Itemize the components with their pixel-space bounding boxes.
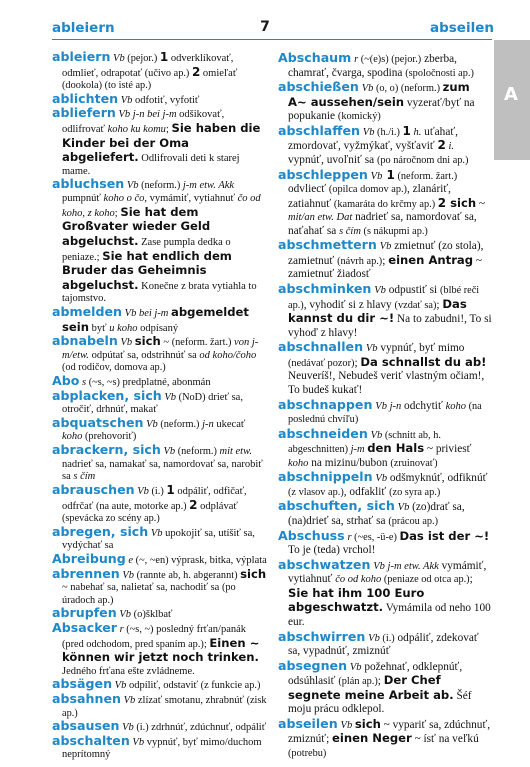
entry-segment: s <box>82 377 87 389</box>
dictionary-entry <box>52 481 268 526</box>
entry-segment: Sie hat ihm 100 Euro abgeschwatzt. <box>288 585 425 615</box>
entry-segment: (s nákupmi ap.) <box>360 225 428 237</box>
entry-segment: Vb <box>122 569 135 581</box>
dictionary-entry <box>278 80 492 124</box>
entry-segment: ~ ísť na veľkú <box>411 733 479 746</box>
entry-segment: (spevácka zo scény ap.) <box>62 513 160 525</box>
entry-segment: 2 <box>437 195 447 210</box>
entry-headword: abregen, sich <box>52 523 149 539</box>
entry-segment: Vb <box>361 83 374 95</box>
running-head-left: ableiern <box>52 20 115 36</box>
entry-segment: odfotiť, vyfotiť <box>132 94 200 106</box>
entry-segment: uťahať, zmordovať, vyžmýkať, vyšťaviť <box>288 125 458 153</box>
entry-headword: abrauschen <box>52 481 135 497</box>
entry-segment: Sie hat dem Großvater wieder Geld abgeluchst. <box>62 204 211 248</box>
entry-segment: ; <box>354 356 361 369</box>
entry-headword: ablichten <box>52 90 119 106</box>
entry-segment: abgemeldet sein <box>62 304 249 334</box>
entry-segment: Vb j-m etw. Akk <box>373 560 439 572</box>
dictionary-entry <box>278 124 492 168</box>
entry-segment: 1 <box>402 123 411 138</box>
dictionary-entry <box>278 398 492 427</box>
dictionary-entry <box>278 238 492 282</box>
entry-segment: na mizinu/bubon <box>308 456 391 469</box>
entry-headword: abschnippeln <box>278 469 373 485</box>
entry-segment: Das ist der ~! <box>399 528 490 543</box>
entry-segment: odšikovať, odlifrovať <box>62 109 225 136</box>
entry-segment: Vb <box>374 285 386 296</box>
entry-segment: Einen ~ können wir jetzt noch trinken. <box>62 635 260 665</box>
entry-segment: ukecať <box>213 418 246 430</box>
entry-segment: byť <box>89 322 110 334</box>
entry-segment: (z vlasov ap.) <box>288 486 344 498</box>
page-number: 7 <box>260 19 270 35</box>
entry-segment: (zo)drať sa, (na)drieť sa, strhať sa <box>288 501 465 527</box>
entry-segment: (zruinovať) <box>390 457 438 469</box>
entry-segment: vypnúť, byť mimo/duchom neprítomný <box>62 736 262 761</box>
entry-segment: Vb <box>146 418 158 430</box>
entry-headword: abrackern, sich <box>52 442 161 458</box>
entry-segment: 2 <box>189 497 198 512</box>
entry-headword: abrennen <box>52 565 120 581</box>
entry-headword: abnabeln <box>52 333 118 349</box>
entry-segment: vyzerať/byť na popukanie <box>288 96 475 123</box>
entry-segment: (plán ap.) <box>338 676 378 688</box>
dictionary-entry <box>52 523 268 553</box>
entry-segment: s čím <box>73 471 96 483</box>
entry-segment: (pejor.) <box>124 53 160 64</box>
entry-segment: Vb <box>113 53 125 64</box>
dictionary-entry <box>278 470 492 499</box>
entry-segment: (NoD) <box>176 391 206 403</box>
entry-segment: j-n <box>202 418 214 430</box>
entry-headword: Abschuss <box>278 527 345 543</box>
entry-segment: Vb <box>379 241 392 253</box>
entry-segment: odšmyknúť, odfiknúť <box>387 472 488 485</box>
entry-segment: Vb j-n bei j-m <box>118 109 177 121</box>
entry-segment: Vymámila od neho 100 eur. <box>288 602 491 628</box>
entry-headword: abschleppen <box>278 166 368 182</box>
dictionary-entry <box>278 427 492 471</box>
entry-segment: ~ vypariť sa, zdúchnuť, zmiznúť; <box>288 718 491 746</box>
entry-headword: abrupfen <box>52 605 117 621</box>
entry-segment: s čím <box>339 225 361 237</box>
dictionary-entry <box>52 619 268 678</box>
entry-segment: (učivo ap.) <box>144 67 192 79</box>
entry-headword: abliefern <box>52 105 116 121</box>
entry-segment: ~ <box>476 197 486 210</box>
entry-segment: zdrhnúť, zdúchnuť, odpáliť <box>148 722 267 734</box>
entry-segment: Vb <box>123 695 136 707</box>
entry-headword: abschießen <box>278 79 359 95</box>
left-column <box>52 51 268 762</box>
entry-headword: abmelden <box>52 303 123 319</box>
entry-segment: , zlanáriť, zatiahnuť <box>288 183 451 210</box>
entry-segment: (neform. žart.) <box>394 170 458 182</box>
entry-segment: vypnúť, byť mimo <box>377 342 465 355</box>
entry-headword: abquatschen <box>52 414 144 430</box>
entry-segment: r <box>354 54 359 65</box>
dictionary-entry <box>278 659 492 717</box>
entry-segment: Vb <box>362 126 375 138</box>
entry-segment: (dookola) (to isté ap.) <box>62 80 152 92</box>
entry-segment: (neform. žart.) <box>171 337 235 349</box>
entry-segment: Da schnallst du ab! <box>360 354 487 369</box>
entry-segment: Vb <box>368 632 380 644</box>
entry-segment: zmietnuť (zo stola), zamietnuť <box>288 240 484 267</box>
entry-segment: mit etw. <box>219 446 252 458</box>
entry-segment: sich <box>240 566 267 581</box>
entry-segment: (h./i.) <box>374 126 403 138</box>
entry-segment: r <box>119 623 124 635</box>
entry-headword: abschnallen <box>278 339 364 355</box>
entry-segment: koho <box>62 431 83 443</box>
entry-segment: ~ <box>160 337 172 349</box>
entry-segment: drieť sa, otročiť, drhnúť, makať <box>62 391 243 416</box>
entry-segment: (vzdať sa) <box>394 299 437 311</box>
entry-segment: odpáliť, zdekovať sa, vypadnúť, zmiznúť <box>288 631 479 658</box>
entry-segment: 1 <box>382 167 395 182</box>
entry-segment: (na aute, motorke ap.) <box>95 500 190 512</box>
entry-segment: Na to zabudni!, To si vyhoď z hlavy! <box>288 313 492 339</box>
entry-segment: i. <box>445 141 455 153</box>
entry-segment: einen Neger <box>332 731 412 746</box>
entry-segment: (neform.) <box>138 180 183 192</box>
entry-segment: výprask, bitka, výplata <box>168 554 267 566</box>
entry-headword: abschwirren <box>278 628 366 644</box>
entry-segment: Vb <box>120 94 133 106</box>
entry-segment: (peniaze od otca ap.) <box>381 574 470 586</box>
entry-segment: ; <box>382 254 389 267</box>
entry-segment: (~(e)s) (pejor.) <box>358 54 422 65</box>
entry-segment: Vb j-n <box>375 400 402 412</box>
entry-segment: Zase pumpla dedka o peniaze.; <box>62 236 231 263</box>
entry-segment: mit/an etw. Dat <box>288 212 353 224</box>
entry-segment: den Hals <box>367 441 425 456</box>
entry-segment: , odfakliť <box>343 485 390 498</box>
entry-segment: čo od koho <box>335 574 382 586</box>
entry-segment: (i.) <box>133 722 149 734</box>
entry-segment: , vyhodiť si z hlavy <box>303 298 395 311</box>
dictionary-entry <box>278 340 492 397</box>
entry-segment: Vb <box>150 527 163 539</box>
entry-segment: ; <box>203 638 210 650</box>
entry-segment: sich <box>354 716 381 731</box>
entry-segment: odpustiť si <box>385 284 440 296</box>
entry-segment: (~s, ~s) <box>86 377 120 389</box>
dictionary-entry <box>52 732 268 762</box>
entry-segment: sich <box>446 195 477 210</box>
entry-segment: vymámiť, vytiahnuť <box>288 559 487 586</box>
entry-segment: pumpnúť <box>62 193 104 205</box>
entry-segment: požehnať, odklepnúť, odsúhlasiť <box>288 660 463 688</box>
entry-headword: absegnen <box>278 657 348 673</box>
dictionary-entry <box>278 558 492 630</box>
entry-segment: (~, ~en) <box>133 554 169 566</box>
dictionary-entry <box>278 168 492 239</box>
entry-segment: einen Antrag <box>388 252 474 267</box>
entry-segment: (i.) <box>148 485 167 497</box>
entry-segment: 1 <box>166 482 175 497</box>
entry-segment: koho ku komu <box>107 124 166 136</box>
dictionary-entry <box>52 335 268 375</box>
entry-segment: (prácou ap.) <box>388 516 439 527</box>
entry-segment: odchytiť <box>401 399 446 412</box>
dictionary-entry <box>278 499 492 528</box>
entry-segment: Šéf moju prácu odklepol. <box>288 689 472 716</box>
entry-headword: abseilen <box>278 715 338 731</box>
entry-segment: (po náročnom dni ap.) <box>376 154 469 166</box>
entry-segment: od koho/čoho <box>199 349 257 361</box>
entry-segment: (i.) <box>379 632 395 644</box>
entry-segment: ~ priviesť <box>424 443 472 456</box>
entry-segment: To je (teda) vrchol! <box>288 544 376 557</box>
thumb-index-tab[interactable] <box>494 40 530 160</box>
entry-segment: u koho <box>109 322 138 334</box>
entry-segment: j-m <box>350 444 368 456</box>
dictionary-entry <box>52 178 268 305</box>
entry-segment: (na poslednú chvíľu) <box>288 400 482 426</box>
entry-segment: (opilca domov ap.) <box>328 184 407 196</box>
entry-segment: Vb <box>340 719 355 731</box>
entry-segment: (o, o) (neform.) <box>373 83 443 95</box>
dictionary-entry <box>52 107 268 178</box>
entry-segment: nadrieť sa, namakať sa, namordovať sa, narobiť sa <box>62 458 263 483</box>
entry-segment: ; <box>114 207 121 219</box>
entry-headword: absausen <box>52 718 120 734</box>
entry-segment: čo od koho, z koho <box>62 193 261 219</box>
entry-segment: zberba, chamrať, čvarga, spodina <box>288 53 457 79</box>
entry-segment: odplávať <box>197 500 238 512</box>
entry-segment: (po úradoch ap.) <box>62 582 236 606</box>
page-header <box>0 0 530 44</box>
entry-segment: (potrebu) <box>288 748 327 759</box>
dictionary-entry <box>278 51 492 80</box>
entry-segment: Vb <box>126 180 139 192</box>
entry-segment: Vb <box>397 502 410 514</box>
entry-segment: Vb bei j-m <box>124 307 172 319</box>
entry-segment: (rannte ab, h. abgerannt) <box>134 569 241 581</box>
entry-segment: (pred odchodom, pred spaním ap.) <box>62 638 204 650</box>
entry-segment: ; <box>436 298 443 311</box>
dictionary-entry <box>278 282 492 340</box>
entry-segment: (prehovoriť) <box>82 431 137 443</box>
entry-headword: abschuften, sich <box>278 498 395 514</box>
entry-segment: sich <box>134 334 161 349</box>
entry-segment: r <box>347 531 352 543</box>
entry-segment: Vb <box>365 343 378 355</box>
entry-segment: j-m etw. Akk <box>182 180 235 192</box>
entry-headword: ableiern <box>52 49 111 64</box>
entry-segment: Vb <box>163 446 176 458</box>
entry-segment: posledný frťan/panák <box>153 623 247 635</box>
entry-segment: zum A~ aussehen/sein <box>288 80 470 109</box>
entry-segment: (kamaráta do krčmy ap.) <box>333 198 438 210</box>
entry-segment: zlízať smotanu, zhrabnúť <box>135 695 247 707</box>
entry-segment: Vb <box>120 337 135 349</box>
entry-segment: (spoločnosti ap.) <box>405 67 474 79</box>
entry-headword: abschwatzen <box>278 556 371 572</box>
entry-segment: Vb <box>164 391 177 403</box>
dictionary-entry <box>278 717 492 761</box>
entry-segment: odpísaný <box>137 322 179 334</box>
entry-segment: (zo syra ap.) <box>389 486 441 498</box>
entry-segment: odverklíkovať, odmlieť, odrapotať <box>62 53 234 79</box>
entry-segment: Der Chef segnete meine Arbeit ab. <box>288 673 454 702</box>
entry-headword: abschalten <box>52 732 130 748</box>
entry-segment: (komický) <box>337 111 381 123</box>
dictionary-entry <box>52 414 268 444</box>
entry-segment: (zisk ap.) <box>62 695 267 719</box>
entry-segment: (~s, ~) <box>123 623 154 635</box>
entry-segment: Vb <box>370 429 383 441</box>
entry-segment: omieľať <box>200 67 238 79</box>
entry-headword: Abreibung <box>52 550 126 566</box>
entry-segment: ; <box>377 675 384 688</box>
entry-segment: Jedného frťana ešte zvládneme. <box>62 665 195 677</box>
entry-headword: abschnappen <box>278 396 373 412</box>
entry-segment: (~es, -ü-e) <box>351 531 400 543</box>
entry-segment: (návrh ap.) <box>337 255 383 267</box>
dictionary-entry <box>278 529 492 558</box>
entry-segment: Vb <box>132 736 145 748</box>
entry-segment: vypnúť, uvoľniť sa <box>288 153 377 166</box>
dictionary-entry <box>52 444 268 484</box>
entry-segment: ~ zamietnuť žiadosť <box>288 254 482 281</box>
entry-segment: (z funkcie ap.) <box>200 680 261 692</box>
dictionary-entry <box>52 387 268 417</box>
dictionary-entry <box>52 303 268 335</box>
entry-segment: ~ nabehať sa, nalietať sa, nachodiť sa <box>62 582 222 594</box>
dictionary-entry <box>278 630 492 659</box>
entry-segment: koho <box>288 457 309 469</box>
entry-headword: absahnen <box>52 691 121 707</box>
entry-headword: abluchsen <box>52 176 125 192</box>
entry-segment: ; <box>165 124 172 136</box>
thumb-index-letter: A <box>504 84 518 105</box>
entry-segment: Vb <box>137 485 149 497</box>
entry-segment: koho <box>445 400 467 412</box>
entry-segment: (schnitt ab, h. abgeschnitten) <box>288 429 441 456</box>
entry-segment: odpáliť, odfičať, odfrčať <box>62 485 247 512</box>
entry-headword: abschlaffen <box>278 122 360 138</box>
dictionary-entry <box>52 51 268 93</box>
entry-segment: 2 <box>437 138 446 153</box>
header-rule <box>52 39 492 40</box>
entry-segment: nadrieť sa, namordovať sa, naťahať sa <box>288 211 477 237</box>
entry-headword: abplacken, sich <box>52 387 162 403</box>
right-column <box>278 51 492 761</box>
entry-segment: Das kannst du dir ~! <box>288 296 467 326</box>
entry-segment: koho o čo <box>103 193 145 205</box>
entry-segment: 2 <box>191 64 201 79</box>
entry-segment: von j-m/etw. <box>62 337 259 361</box>
entry-segment: upokojiť sa, utíšiť sa, vydýchať sa <box>62 527 255 552</box>
entry-segment: (neform.) <box>157 418 203 430</box>
entry-segment: Odlifrovali deti k starej mame. <box>62 153 240 177</box>
entry-headword: absägen <box>52 676 113 692</box>
entry-segment: Vb <box>370 170 383 182</box>
entry-headword: abschmettern <box>278 237 377 253</box>
entry-segment: 1 <box>159 50 169 64</box>
entry-headword: Abo <box>52 373 80 389</box>
entry-segment: h. <box>410 126 422 138</box>
dictionary-entry <box>52 693 268 720</box>
entry-segment: e <box>128 554 134 566</box>
entry-segment: ; <box>469 573 473 586</box>
entry-segment: Sie hat endlich dem Bruder das Geheimnis abgeluchst. <box>62 248 232 292</box>
entry-segment: (blbé reči ap.) <box>288 285 480 311</box>
entry-segment: (o)šklbať <box>131 609 173 621</box>
entry-segment: (neform.) <box>175 446 220 458</box>
entry-segment: (nedávať pozor) <box>288 357 355 369</box>
entry-segment: odpíliť, odstaviť <box>126 680 201 692</box>
entry-segment: Konečne z brata vytiahla to tajomstvo. <box>62 280 257 305</box>
entry-segment: Vb <box>122 722 134 734</box>
entry-headword: Absacker <box>52 619 118 635</box>
entry-segment: Vb <box>114 680 127 692</box>
entry-segment: Vb <box>119 609 131 621</box>
entry-segment: , vymámiť, vytiahnuť <box>144 193 238 205</box>
entry-segment: Vb <box>349 661 362 673</box>
entry-segment: (od rodičov, domova ap.) <box>62 362 166 374</box>
entry-segment: Sie haben die Kinder bei der Oma abgeliefert. <box>62 121 261 165</box>
running-head-right: abseilen <box>430 20 494 36</box>
entry-headword: abschneiden <box>278 425 368 441</box>
entry-segment: Vb <box>375 473 388 485</box>
entry-segment: odpútať sa, odstrihnúť sa <box>88 349 200 361</box>
entry-segment: predplatné, abonmán <box>119 377 211 389</box>
entry-segment: odvliecť <box>288 183 329 196</box>
entry-headword: Abschaum <box>278 50 352 65</box>
dictionary-entry <box>52 565 268 608</box>
entry-segment: Neuveríš!, Nebudeš veriť vlastným očiam!, To budeš kukať! <box>288 370 485 396</box>
entry-headword: abschminken <box>278 281 372 296</box>
